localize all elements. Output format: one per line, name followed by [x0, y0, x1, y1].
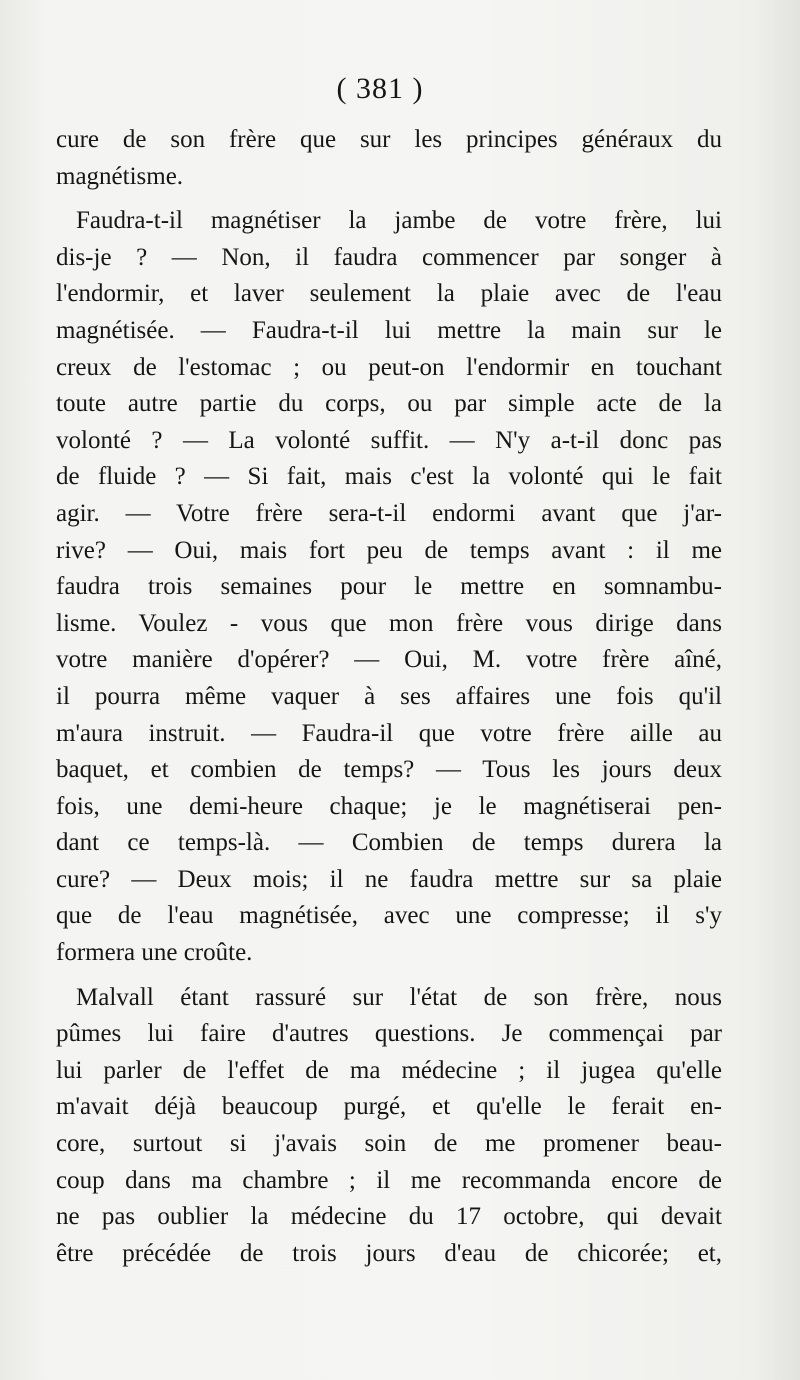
text-line: de fluide ? — Si fait, mais c'est la volonté qui le fait	[56, 463, 722, 491]
text-line: l'endormir, et laver seulement la plaie avec de l'eau	[56, 280, 722, 308]
text-line: volonté ? — La volonté suffit. — N'y a-t-il donc pas	[56, 426, 722, 454]
text-line: fois, une demi-heure chaque; je le magnétiserai pen-	[56, 792, 722, 820]
body-text	[56, 122, 722, 1272]
text-line: agir. — Votre frère sera-t-il endormi avant que j'ar-	[56, 499, 722, 527]
text-line: baquet, et combien de temps? — Tous les jours deux	[56, 756, 722, 784]
text-line: magnétisme.	[56, 162, 184, 190]
text-line: il pourra même vaquer à ses affaires une fois qu'il	[56, 682, 722, 710]
text-line: lisme. Voulez - vous que mon frère vous dirige dans	[56, 609, 722, 637]
text-line: formera une croûte.	[56, 939, 253, 967]
text-line: coup dans ma chambre ; il me recommanda encore de	[56, 1166, 722, 1194]
text-line: Faudra-t-il magnétiser la jambe de votre frère, lui	[76, 207, 722, 235]
paragraph-gap	[56, 195, 722, 203]
text-line: m'aura instruit. — Faudra-il que votre frère aille au	[56, 719, 722, 747]
text-line: cure? — Deux mois; il ne faudra mettre sur sa plaie	[56, 865, 722, 893]
text-line: ne pas oublier la médecine du 17 octobre, qui devait	[56, 1203, 722, 1231]
text-line: cure de son frère que sur les principes généraux du	[56, 126, 722, 153]
text-line: core, surtout si j'avais soin de me promener beau-	[56, 1130, 722, 1158]
paragraph-1	[56, 122, 722, 195]
text-line: que de l'eau magnétisée, avec une compresse; il s'y	[56, 902, 722, 930]
text-line: rive? — Oui, mais fort peu de temps avant : il me	[56, 536, 722, 564]
text-line: creux de l'estomac ; ou peut-on l'endormir en touchant	[56, 353, 722, 381]
text-line: pûmes lui faire d'autres questions. Je commençai par	[56, 1020, 722, 1048]
paragraph-gap	[56, 972, 722, 980]
text-line: toute autre partie du corps, ou par simple acte de la	[56, 390, 722, 418]
text-line: magnétisée. — Faudra-t-il lui mettre la main sur le	[56, 316, 722, 344]
text-line: faudra trois semaines pour le mettre en somnambu-	[56, 573, 722, 601]
paragraph-2	[56, 203, 722, 971]
text-line: Malvall étant rassuré sur l'état de son frère, nous	[76, 983, 722, 1011]
text-line: être précédée de trois jours d'eau de chicorée; et,	[56, 1239, 722, 1267]
text-line: lui parler de l'effet de ma médecine ; il jugea qu'elle	[56, 1056, 722, 1084]
text-line: m'avait déjà beaucoup purgé, et qu'elle le ferait en-	[56, 1093, 722, 1121]
page-number: ( 381 )	[336, 72, 424, 105]
text-line: dant ce temps-là. — Combien de temps durera la	[56, 829, 722, 857]
paragraph-3	[56, 980, 722, 1273]
text-line: dis-je ? — Non, il faudra commencer par songer à	[56, 243, 722, 271]
text-line: votre manière d'opérer? — Oui, M. votre frère aîné,	[56, 646, 722, 674]
